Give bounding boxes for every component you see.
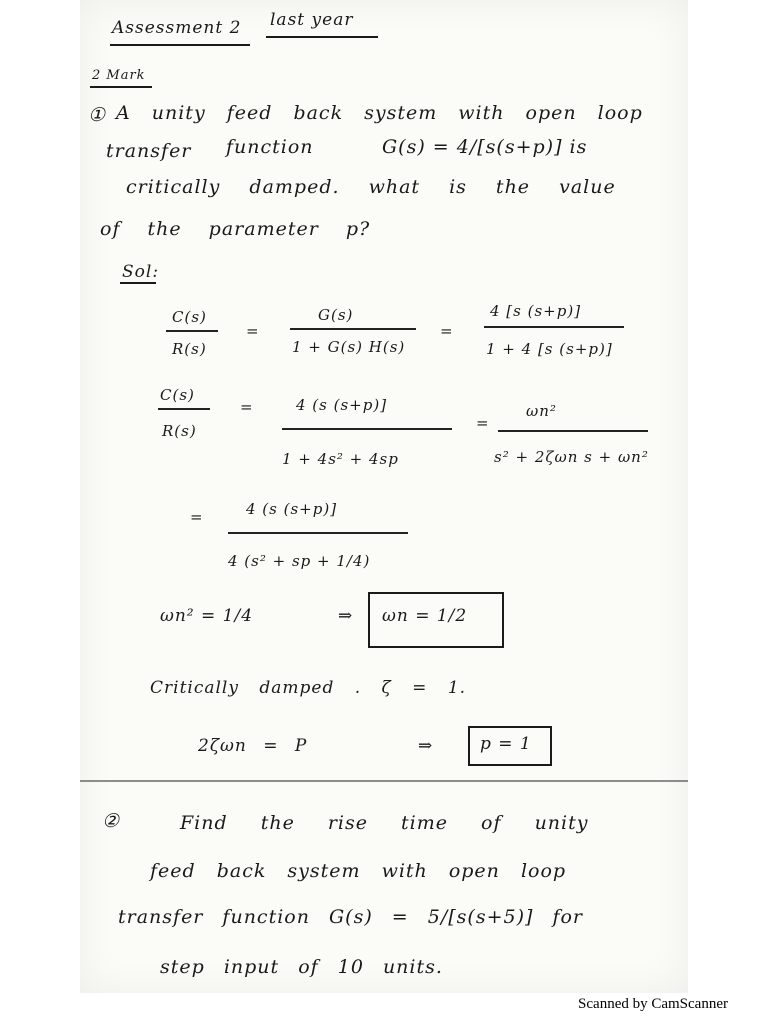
f4-bar [158,408,210,410]
f3-numerator: 4 [s (s+p)] [490,302,582,320]
p-relation: 2ζωn = P [198,736,308,756]
f7-denominator: 4 (s² + sp + 1/4) [228,552,371,570]
q2-line4: step input of 10 units. [160,956,443,978]
q2-number: ② [102,810,121,832]
equals-sign-1: = [246,322,260,340]
implies-arrow-2: ⇒ [418,736,434,756]
last-year-underline [266,36,378,38]
q1-marks: 2 Mark [92,68,146,83]
wn-result: ωn = 1/2 [382,606,468,626]
f4-denominator: R(s) [162,422,197,440]
f5-denominator: 1 + 4s² + 4sp [282,450,399,468]
implies-arrow-1: ⇒ [338,606,354,626]
camscanner-footer: Scanned by CamScanner [578,996,728,1012]
q2-line2: feed back system with open loop [150,860,567,882]
q1-line1: A unity feed back system with open loop [116,102,643,124]
f6-bar [498,430,648,432]
f6-numerator: ωn² [526,402,557,420]
equals-sign-3: = [240,398,254,416]
f6-denominator: s² + 2ζωn s + ωn² [494,448,649,466]
scanned-page [80,0,688,993]
equals-sign-5: = [190,508,204,526]
f3-bar [484,326,624,328]
assessment-title: Assessment 2 [112,18,242,38]
f7-bar [228,532,408,534]
f7-numerator: 4 (s (s+p)] [246,500,338,518]
f3-denominator: 1 + 4 [s (s+p)] [486,340,613,358]
solution-underline [120,282,156,284]
f4-numerator: C(s) [160,386,195,404]
f1-denominator: R(s) [172,340,207,358]
critically-damped-line: Critically damped . ζ = 1. [150,678,467,698]
q1-line2-b: function [226,136,314,158]
q1-line4: of the parameter p? [100,218,371,240]
f1-numerator: C(s) [172,308,207,326]
q2-line3: transfer function G(s) = 5/[s(s+5)] for [118,906,584,928]
f5-numerator: 4 (s (s+p)] [296,396,388,414]
q1-line2-c: G(s) = 4/[s(s+p)] is [382,136,588,158]
last-year-label: last year [270,10,354,30]
f5-bar [282,428,452,430]
f2-bar [290,328,416,330]
title-underline [110,44,250,46]
f2-numerator: G(s) [318,306,354,324]
f1-bar [166,330,218,332]
equals-sign-4: = [476,414,490,432]
equals-sign-2: = [440,322,454,340]
p-result: p = 1 [480,734,532,754]
f2-denominator: 1 + G(s) H(s) [292,338,406,356]
q2-line1: Find the rise time of unity [180,812,589,834]
solution-label: Sol: [122,262,160,282]
question-separator [80,780,688,782]
q1-line2-a: transfer [106,140,192,162]
q1-line3: critically damped. what is the value [126,176,616,198]
q1-number: ① [88,104,107,126]
wn-squared: ωn² = 1/4 [160,606,254,626]
marks-underline [90,86,152,88]
